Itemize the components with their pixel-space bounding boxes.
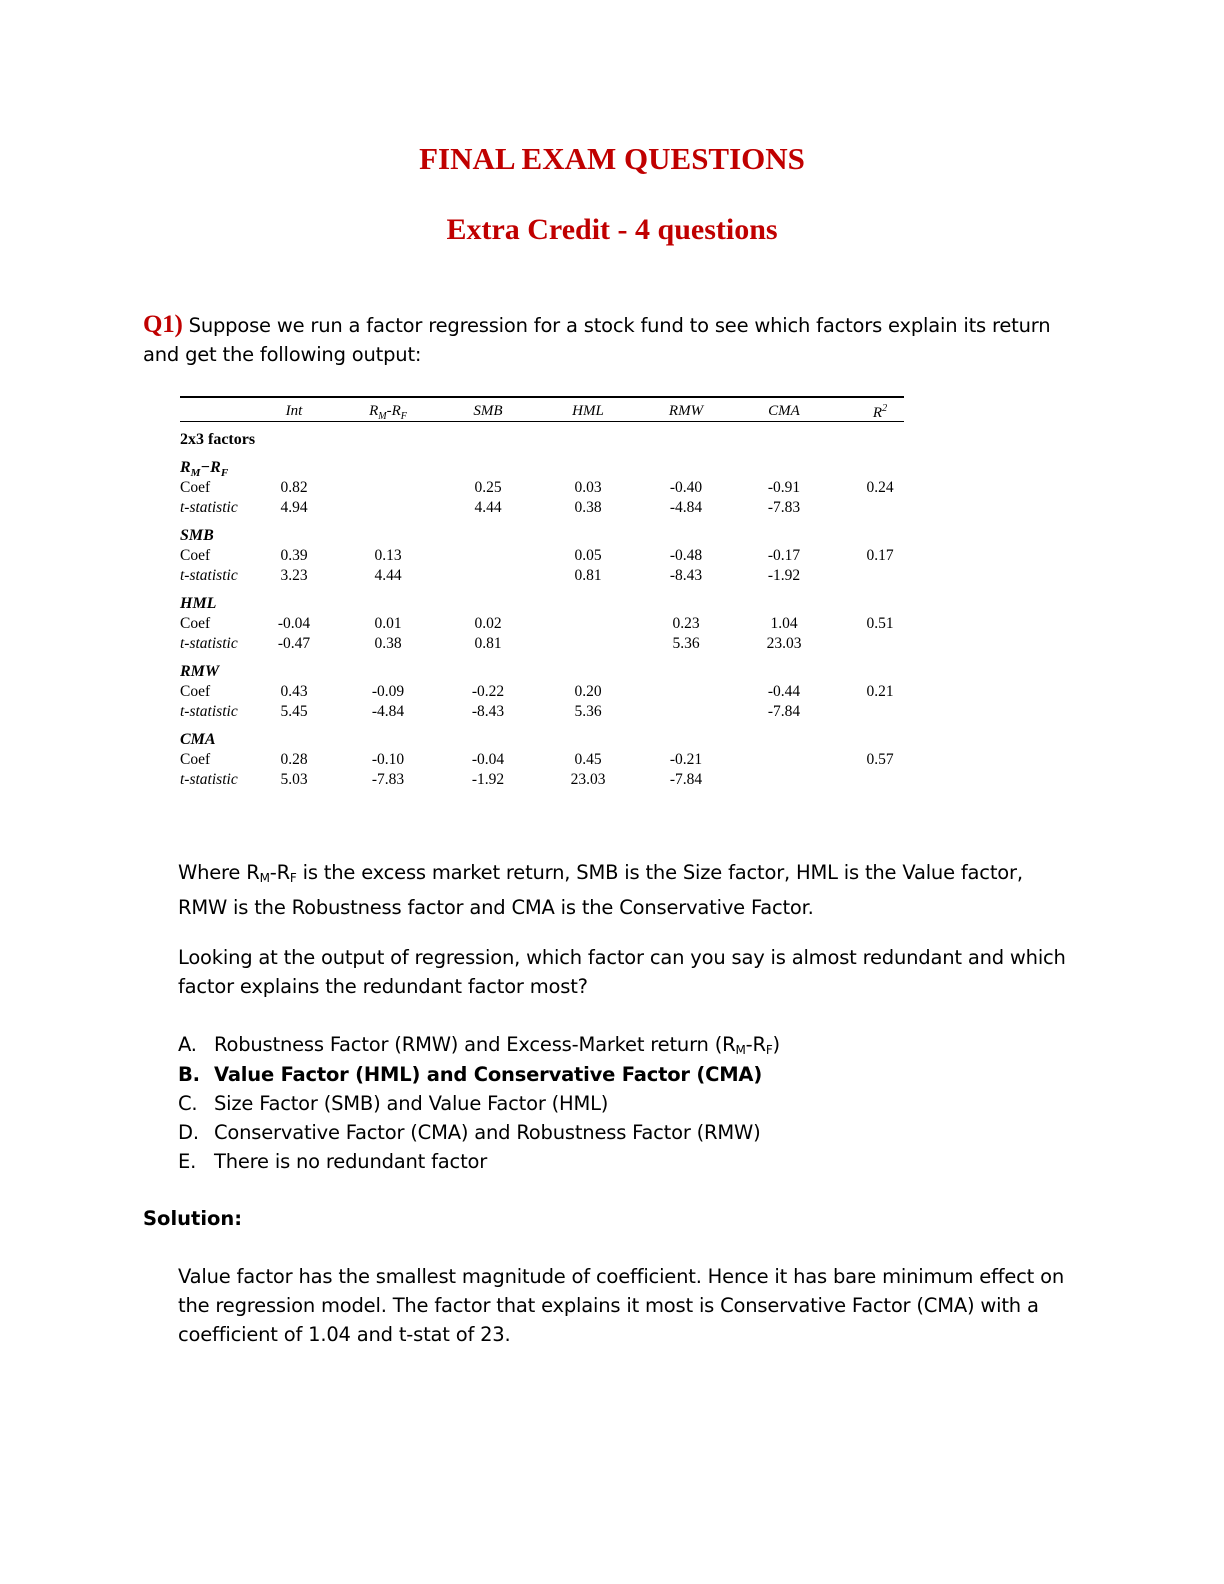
where-paragraph xyxy=(178,858,1078,922)
coef-value: -0.04 xyxy=(277,615,311,632)
page-subtitle: Extra Credit - 4 questions xyxy=(446,213,778,246)
tstat-label: t-statistic xyxy=(180,567,238,584)
solution-line-3: coefficient of 1.04 and t-stat of 23. xyxy=(178,1323,511,1346)
coef-value: 0.43 xyxy=(280,683,308,700)
table-top-rule xyxy=(180,396,904,398)
coef-value: -0.17 xyxy=(767,547,801,564)
coef-value: 0.03 xyxy=(574,479,602,496)
coef-label: Coef xyxy=(180,479,211,496)
where-line-1: Where $R_M-R_F$ is the excess market return, SMB is the Size factor, HML is the Value factor, xyxy=(178,861,1023,885)
coef-value: -0.21 xyxy=(669,751,703,768)
tstat-value: 4.44 xyxy=(474,499,502,516)
prompt-line-1: Looking at the output of regression, which factor can you say is almost redundant and which xyxy=(178,946,1066,969)
option-d: D. Conservative Factor (CMA) and Robustness Factor (RMW) xyxy=(178,1121,761,1144)
coef-value: 0.57 xyxy=(866,751,894,768)
tstat-value: 0.38 xyxy=(574,499,602,516)
tstat-value: 0.81 xyxy=(474,635,502,652)
option-a-text: Robustness Factor (RMW) and Excess-Market return $(R_M-R_F)$ xyxy=(214,1033,780,1057)
option-a: A. Robustness Factor (RMW) and Excess-Market return $(R_M-R_F)$ xyxy=(178,1033,780,1057)
tstat-label: t-statistic xyxy=(180,703,238,720)
option-e-text: There is no redundant factor xyxy=(214,1150,488,1173)
coef-value: 0.51 xyxy=(866,615,894,632)
tstat-value: -7.84 xyxy=(767,703,801,720)
question-label: Q1) xyxy=(143,311,183,338)
tstat-value: -8.43 xyxy=(669,567,703,584)
coef-value: 0.20 xyxy=(574,683,602,700)
section-smb-label: SMB xyxy=(180,527,214,544)
coef-value: 0.17 xyxy=(866,547,894,564)
table-header-rule xyxy=(180,421,904,422)
coef-value: 0.21 xyxy=(866,683,894,700)
tstat-value: -1.92 xyxy=(767,567,801,584)
coef-value: 0.23 xyxy=(672,615,700,632)
coef-value: 0.02 xyxy=(474,615,502,632)
solution-line-1: Value factor has the smallest magnitude of coefficient. Hence it has bare minimum effect on xyxy=(178,1265,1064,1288)
header-hml: HML xyxy=(572,403,604,419)
tstat-value: 3.23 xyxy=(280,567,308,584)
coef-value: 0.01 xyxy=(374,615,402,632)
question-line-1 xyxy=(143,310,1083,340)
tstat-value: 4.44 xyxy=(374,567,402,584)
tstat-value: -4.84 xyxy=(669,499,703,516)
tstat-value: -1.92 xyxy=(471,771,505,788)
section-rmrf-label: $R_M-R_F$ xyxy=(180,459,229,480)
header-int: Int xyxy=(285,403,303,419)
prompt-line-2: factor explains the redundant factor most? xyxy=(178,975,588,998)
tstat-value: -0.47 xyxy=(277,635,311,652)
prompt-paragraph xyxy=(178,943,1078,1001)
section-rmw-label: RMW xyxy=(180,663,220,680)
solution-paragraph xyxy=(178,1262,1078,1349)
question-line-2: and get the following output: xyxy=(143,343,422,366)
coef-value: -0.48 xyxy=(669,547,703,564)
coef-value: -0.91 xyxy=(767,479,801,496)
coef-value: 0.28 xyxy=(280,751,308,768)
header-cma: CMA xyxy=(768,403,800,419)
coef-label: Coef xyxy=(180,683,211,700)
header-rmw: RMW xyxy=(668,403,704,419)
tstat-value: -8.43 xyxy=(471,703,505,720)
question-text-1: Suppose we run a factor regression for a stock fund to see which factors explain its return xyxy=(188,314,1051,337)
coef-value: 1.04 xyxy=(770,615,798,632)
tstat-value: 5.03 xyxy=(280,771,308,788)
option-c: C. Size Factor (SMB) and Value Factor (HML) xyxy=(178,1092,609,1115)
section-hml-label: HML xyxy=(180,595,217,612)
option-c-text: Size Factor (SMB) and Value Factor (HML) xyxy=(214,1092,609,1115)
coef-value: 0.24 xyxy=(866,479,894,496)
tstat-value: 23.03 xyxy=(570,771,606,788)
tstat-value: 0.81 xyxy=(574,567,602,584)
group-label: 2x3 factors xyxy=(180,431,256,448)
coef-value: -0.40 xyxy=(669,479,703,496)
coef-value: -0.44 xyxy=(767,683,801,700)
tstat-label: t-statistic xyxy=(180,771,238,788)
tstat-value: 4.94 xyxy=(280,499,308,516)
section-cma-label: CMA xyxy=(180,731,216,748)
coef-value: -0.10 xyxy=(371,751,405,768)
tstat-value: -7.83 xyxy=(767,499,801,516)
coef-value: -0.09 xyxy=(371,683,405,700)
coef-value: 0.82 xyxy=(280,479,308,496)
tstat-label: t-statistic xyxy=(180,499,238,516)
solution-heading: Solution: xyxy=(143,1207,243,1230)
header-rm-rf: $R_M-R_F$ xyxy=(369,403,407,422)
coef-label: Coef xyxy=(180,615,211,632)
coef-value: 0.45 xyxy=(574,751,602,768)
tstat-label: t-statistic xyxy=(180,635,238,652)
option-e: E. There is no redundant factor xyxy=(178,1150,488,1173)
tstat-value: 5.36 xyxy=(574,703,602,720)
option-b: B. Value Factor (HML) and Conservative Factor (CMA) xyxy=(178,1063,763,1086)
page-title: FINAL EXAM QUESTIONS xyxy=(419,141,805,176)
option-b-text: Value Factor (HML) and Conservative Factor (CMA) xyxy=(214,1063,763,1086)
tstat-value: -4.84 xyxy=(371,703,405,720)
where-line-2: RMW is the Robustness factor and CMA is the Conservative Factor. xyxy=(178,896,814,919)
tstat-value: 23.03 xyxy=(766,635,802,652)
coef-label: Coef xyxy=(180,751,211,768)
coef-value: 0.25 xyxy=(474,479,502,496)
solution-line-2: the regression model. The factor that explains it most is Conservative Factor (CMA) with a xyxy=(178,1294,1039,1317)
coef-value: 0.05 xyxy=(574,547,602,564)
regression-table xyxy=(180,396,904,796)
tstat-value: 0.38 xyxy=(374,635,402,652)
tstat-value: 5.36 xyxy=(672,635,700,652)
tstat-value: -7.83 xyxy=(371,771,405,788)
tstat-value: 5.45 xyxy=(280,703,308,720)
coef-value: 0.13 xyxy=(374,547,402,564)
option-d-text: Conservative Factor (CMA) and Robustness Factor (RMW) xyxy=(214,1121,761,1144)
coef-value: -0.04 xyxy=(471,751,505,768)
header-r2: $R^2$ xyxy=(872,403,888,421)
coef-value: 0.39 xyxy=(280,547,308,564)
tstat-value: -7.84 xyxy=(669,771,703,788)
coef-value: -0.22 xyxy=(471,683,505,700)
header-smb: SMB xyxy=(473,403,503,419)
coef-label: Coef xyxy=(180,547,211,564)
